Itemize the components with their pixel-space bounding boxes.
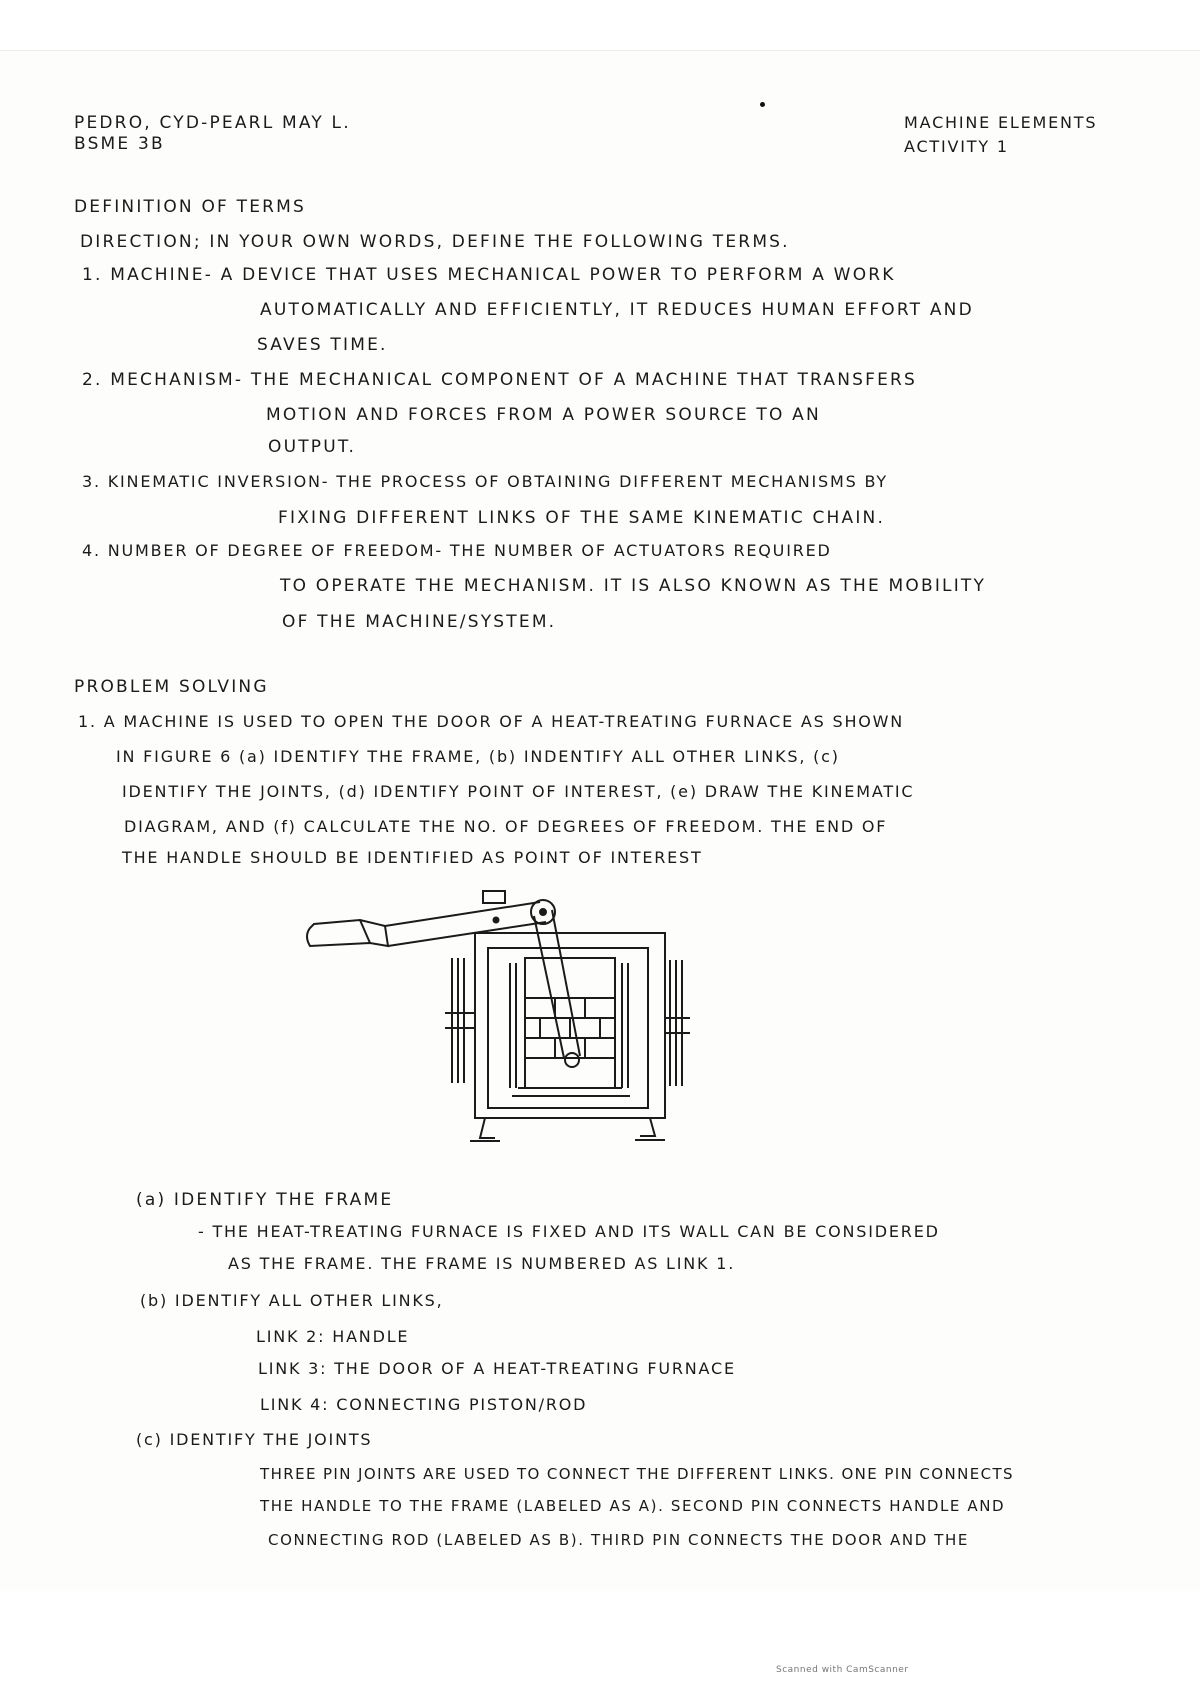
answer-line: LINK 4: CONNECTING PISTON/ROD xyxy=(260,1395,588,1414)
definition-line: 1. MACHINE- A DEVICE THAT USES MECHANICAL POWER TO PERFORM A WORK xyxy=(82,265,896,285)
scanner-watermark: Scanned with CamScanner xyxy=(776,1665,909,1675)
definition-line: 3. KINEMATIC INVERSION- THE PROCESS OF OBTAINING DIFFERENT MECHANISMS BY xyxy=(82,472,888,491)
problem-line: IN FIGURE 6 (a) IDENTIFY THE FRAME, (b) INDENTIFY ALL OTHER LINKS, (c) xyxy=(116,747,840,766)
ink-dot xyxy=(760,102,765,107)
answer-line: LINK 2: HANDLE xyxy=(256,1327,410,1346)
definition-line: AUTOMATICALLY AND EFFICIENTLY, IT REDUCES HUMAN EFFORT AND xyxy=(260,300,974,320)
answer-b-heading: (b) IDENTIFY ALL OTHER LINKS, xyxy=(140,1291,444,1310)
furnace-door xyxy=(510,958,630,1096)
answer-c-heading: (c) IDENTIFY THE JOINTS xyxy=(136,1430,373,1449)
student-section: BSME 3B xyxy=(74,134,165,154)
answer-line: CONNECTING ROD (LABELED AS B). THIRD PIN CONNECTS THE DOOR AND THE xyxy=(268,1531,969,1549)
handle-link xyxy=(307,900,555,946)
student-name: PEDRO, CYD-PEARL MAY L. xyxy=(74,113,351,133)
definition-line: OUTPUT. xyxy=(268,437,357,457)
definition-line: 2. MECHANISM- THE MECHANICAL COMPONENT OF A MACHINE THAT TRANSFERS xyxy=(82,370,918,390)
definition-line: MOTION AND FORCES FROM A POWER SOURCE TO AN xyxy=(266,405,821,425)
answer-a-heading: (a) IDENTIFY THE FRAME xyxy=(136,1190,394,1210)
answer-line: THREE PIN JOINTS ARE USED TO CONNECT THE DIFFERENT LINKS. ONE PIN CONNECTS xyxy=(260,1465,1014,1483)
answer-line: LINK 3: THE DOOR OF A HEAT-TREATING FURNACE xyxy=(258,1359,736,1378)
furnace-mechanism-figure xyxy=(300,888,700,1144)
definition-line: 4. NUMBER OF DEGREE OF FREEDOM- THE NUMBER OF ACTUATORS REQUIRED xyxy=(82,541,832,560)
problem-line: THE HANDLE SHOULD BE IDENTIFIED AS POINT OF INTEREST xyxy=(122,848,703,867)
definitions-heading: DEFINITION OF TERMS xyxy=(74,197,307,217)
definitions-direction: DIRECTION; IN YOUR OWN WORDS, DEFINE THE FOLLOWING TERMS. xyxy=(80,232,790,252)
problem-heading: PROBLEM SOLVING xyxy=(74,677,269,697)
definition-line: TO OPERATE THE MECHANISM. IT IS ALSO KNOWN AS THE MOBILITY xyxy=(280,576,987,596)
course-title: MACHINE ELEMENTS xyxy=(904,113,1098,132)
top-bracket xyxy=(483,891,505,903)
definition-line: FIXING DIFFERENT LINKS OF THE SAME KINEMATIC CHAIN. xyxy=(278,508,886,528)
problem-line: 1. A MACHINE IS USED TO OPEN THE DOOR OF A HEAT-TREATING FURNACE AS SHOWN xyxy=(78,712,905,731)
furnace-legs xyxy=(470,1118,665,1141)
answer-line: THE HANDLE TO THE FRAME (LABELED AS A). SECOND PIN CONNECTS HANDLE AND xyxy=(260,1497,1006,1515)
answer-line: AS THE FRAME. THE FRAME IS NUMBERED AS LINK 1. xyxy=(228,1254,736,1273)
problem-line: DIAGRAM, AND (f) CALCULATE THE NO. OF DEGREES OF FREEDOM. THE END OF xyxy=(124,817,888,836)
side-grille xyxy=(445,958,690,1086)
answer-line: - THE HEAT-TREATING FURNACE IS FIXED AND ITS WALL CAN BE CONSIDERED xyxy=(198,1222,940,1241)
definition-line: OF THE MACHINE/SYSTEM. xyxy=(282,612,557,632)
activity-label: ACTIVITY 1 xyxy=(904,137,1009,156)
problem-line: IDENTIFY THE JOINTS, (d) IDENTIFY POINT OF INTEREST, (e) DRAW THE KINEMATIC xyxy=(122,782,915,801)
definition-line: SAVES TIME. xyxy=(257,335,388,355)
